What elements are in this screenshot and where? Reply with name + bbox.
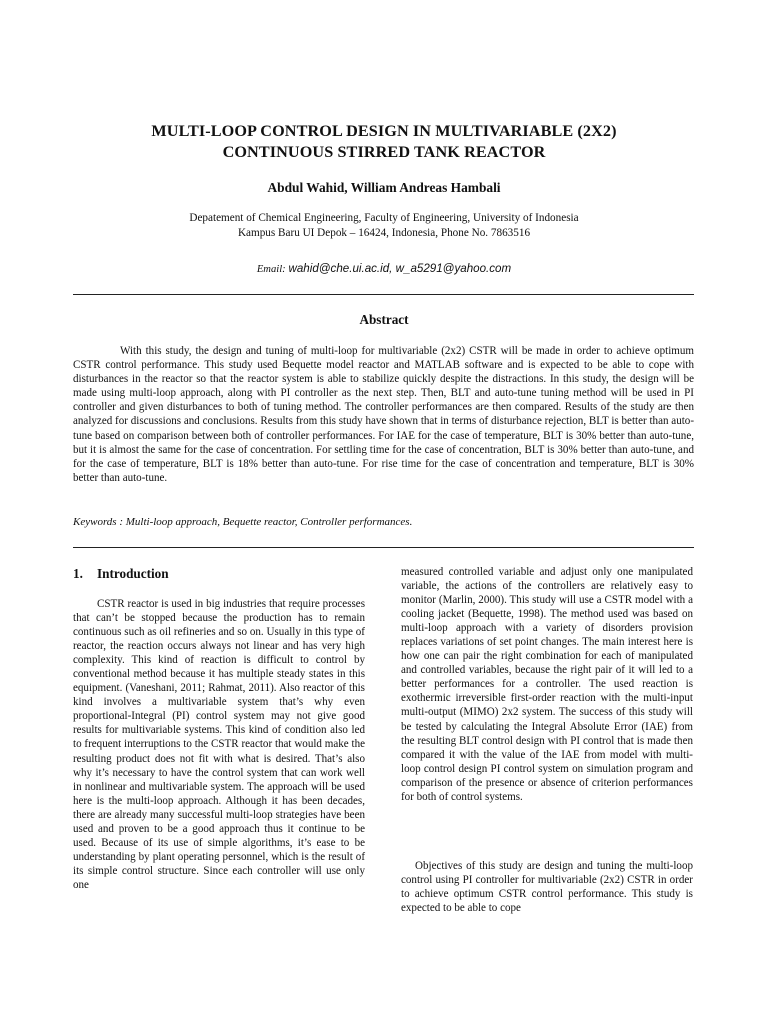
section-title: Introduction [97,566,169,581]
affiliation-line-1: Depatement of Chemical Engineering, Faculty of Engineering, University of Indonesia [189,212,579,224]
email-addresses: wahid@che.ui.ac.id, w_a5291@yahoo.com [288,262,512,275]
email-label: Email: [256,264,286,275]
keywords: Keywords : Multi-loop approach, Bequette reactor, Controller performances. [73,516,413,528]
section-number: 1. [73,566,83,581]
email-line [70,261,698,277]
intro-column-right-paragraph-1: measured controlled variable and adjust only one manipulated variable, the actions of the controllers are relatively easy to monitor (Marlin, 2000). This study will use a CSTR model with a cooling jacket (Bequette, 1998). The method used was based on multi-loop approach with a variety of disorders provision replaces variations of set point changes. The main interest here is how one can pair the right combination for each of manipulated and controlled variables, because the right pair of it will led to a better performances for a controller. The used reaction is exothermic irreversible first-order reaction with the multi-input multi-output (MIMO) 2x2 system. The success of this study will be tested by calculating the Integral Absolute Error (IAE) from the resulting BLT control design with PI control that is made then compared it with the value of the IAE from model with multi-loop control design PI control system on simulation program and comparison of the presence or absence of criterion performances for both of control systems. [401,566,693,803]
abstract-heading: Abstract [359,312,409,327]
bottom-divider [73,547,694,548]
paper-title [70,121,698,163]
title-line-2: CONTINUOUS STIRRED TANK REACTOR [222,143,546,161]
intro-column-right-paragraph-2: Objectives of this study are design and tuning the multi-loop control using PI controller for multivariable (2x2) CSTR in order to achieve optimum CSTR control performance. This study is expected to be able to cope [401,860,693,915]
title-line-1: MULTI-LOOP CONTROL DESIGN IN MULTIVARIABLE (2X2) [151,122,617,140]
intro-column-left: CSTR reactor is used in big industries that require processes that can’t be stopped because the production has to remain continuous such as oil refineries and so on. Usually in this type of reactor, the reaction occurs always not linear and has very high complexity. This kind of reaction is difficult to control by conventional method because it has multiple steady states in this equipment. (Vaneshani, 2011; Rahmat, 2011). Also reactor of this kind involves a multivariable system that’s why even proportional-Integral (PI) control system may not give good results for multivariable systems. This kind of condition also led to frequent interruptions to the CSTR reactor that would make the resulting product does not fit with what is desired. That’s also why it’s necessary to have the control system that can work well in nonlinear and multivariable system. The approach will be used here is the multi-loop approach. Although it has been decades, there are already many successful multi-loop strategies have been used and proven to be a good approach thus it continue to be used. Because of its use of simple algorithms, it’s ease to be understanding by plant operating personnel, which is the result of its simple control structure. Since each controller will use only one [73,598,365,891]
abstract-body: With this study, the design and tuning of multi-loop for multivariable (2x2) CSTR will be made in order to achieve optimum CSTR control performance. This study used Bequette model reactor and MATLAB software and is expected to be able to cope with disturbances in the reactor so that the reactor system is able to stabilize quickly despite the distractions. In this study, the design will be made using multi-loop approach, along with PI controller as the next step. Then, BLT and auto-tune tuning method will be used in PI controller and given disturbances to both of tuning method. The controller performances are then compared. Results of the study are then analyzed for discussions and conclusions. Results from this study have shown that in terms of disturbance rejection, BLT is better than auto-tune based on comparison between both of controller performances. For IAE for the case of temperature, BLT is 30% better than auto-tune, but it is almost the same for the case of concentration. For settling time for the case of concentration, BLT is 30% better than auto-tune, and for the case of temperature, BLT is 18% better than auto-tune. For rise time for the case of concentration and temperature, BLT is 30% better than auto-tune. [73,345,694,484]
section-heading [73,565,169,582]
affiliation [70,211,698,241]
top-divider [73,294,694,295]
author-list: Abdul Wahid, William Andreas Hambali [267,180,501,195]
affiliation-line-2: Kampus Baru UI Depok – 16424, Indonesia, Phone No. 7863516 [237,227,531,239]
